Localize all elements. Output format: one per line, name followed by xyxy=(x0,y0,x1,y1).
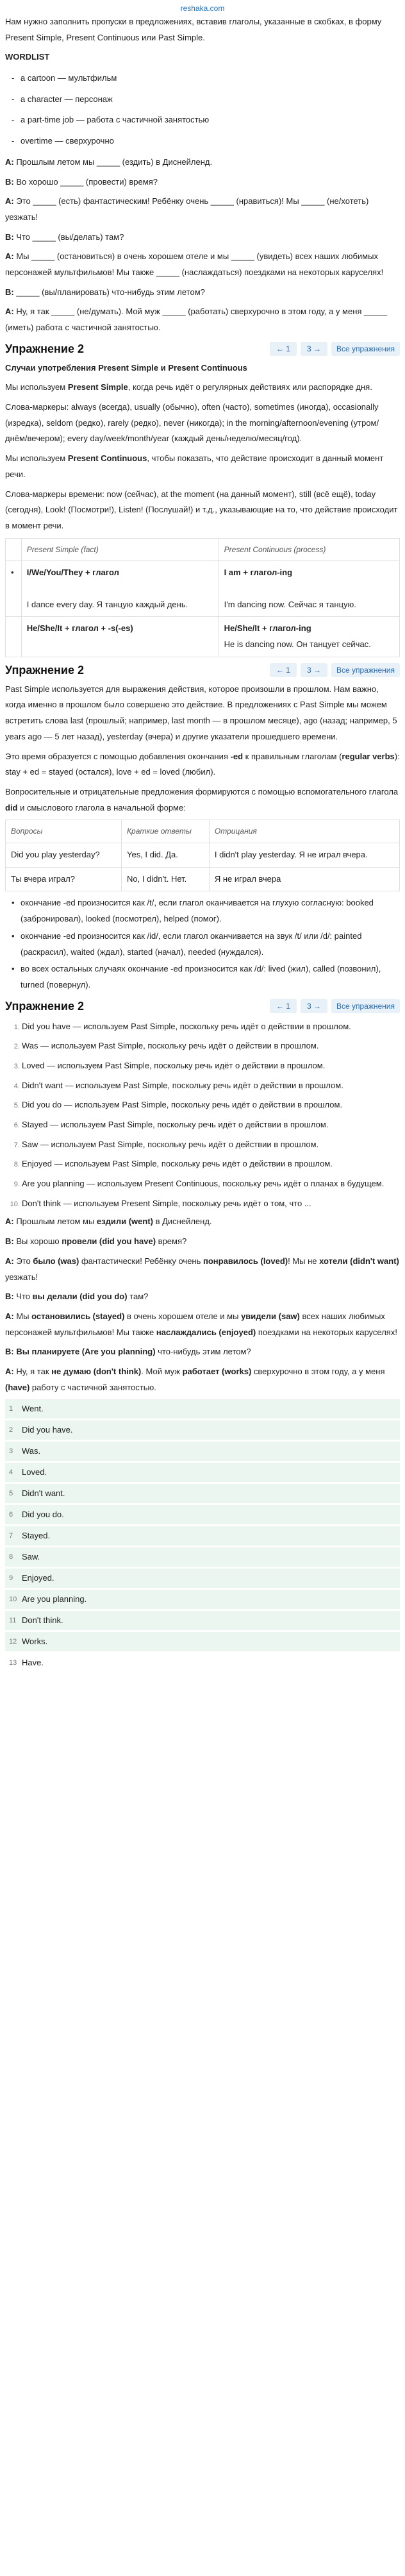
table-cell: Я не играл вчера xyxy=(209,867,399,891)
line-text: Ну, я так _____ (не/думать). Мой муж _____ (работать) сверхурочно в этом году, а у меня _____ (иметь) работа с частичной занятостью. xyxy=(5,307,388,332)
table-row xyxy=(6,617,400,657)
text: Прошлым летом мы xyxy=(13,1216,97,1227)
all-exercises-button[interactable]: Все упражнения xyxy=(331,342,400,356)
text: поездками на некоторых каруселях! xyxy=(256,1327,397,1337)
dialogue-line xyxy=(5,230,400,246)
rule-paragraph: Слова-маркеры времени: now (сейчас), at the moment (на данный момент), still (всё ещё), today (сегодня), Look! (Посмотри!), Listen! (Послушай!) и т.д., указывающие на то, что действие происходит в момент речи. xyxy=(5,489,398,530)
text: Что xyxy=(13,1292,33,1302)
answer: остановились (stayed) xyxy=(31,1311,125,1321)
text: , когда речь идёт о регулярных действиях или распорядке дня. xyxy=(128,382,372,392)
list-item: 5. Did you do — используем Past Simple, поскольку речь идёт о действии в прошлом. xyxy=(22,1096,400,1115)
list-item: 8. Enjoyed — используем Past Simple, поскольку речь идёт о действии в прошлом. xyxy=(22,1155,400,1174)
section-title: Упражнение 2 xyxy=(5,342,84,355)
speaker-label: B: xyxy=(5,287,14,297)
speaker-label: B: xyxy=(5,232,14,242)
answer: понравилось (loved) xyxy=(203,1256,288,1266)
did-table xyxy=(5,820,400,891)
line-text: _____ (вы/планировать) что-нибудь этим летом? xyxy=(13,287,205,297)
speaker-label: B: xyxy=(5,176,14,187)
table-header: Present Simple (fact) xyxy=(21,538,219,561)
wordlist-item: - overtime — сверхурочно xyxy=(12,133,400,149)
list-item: 9. Are you planning — используем Present Continuous, поскольку речь идёт о планах в будущем. xyxy=(22,1175,400,1193)
speaker-label: A: xyxy=(5,251,14,262)
cell-text: I am + глагол-ing xyxy=(224,568,293,578)
table-cell xyxy=(219,561,399,617)
cell-text: I/We/You/They + глагол xyxy=(26,568,119,578)
speaker-label: A: xyxy=(5,196,14,206)
table-header: Вопросы xyxy=(6,820,122,843)
table-cell xyxy=(6,538,22,561)
answer-item: Works. xyxy=(5,1632,400,1651)
table-cell xyxy=(21,617,219,657)
text: работу с частичной занятостью. xyxy=(29,1382,156,1392)
text: Мы xyxy=(13,1311,32,1321)
wordlist xyxy=(5,71,400,149)
list-item: 7. Saw — используем Past Simple, поскольку речь идёт о действии в прошлом. xyxy=(22,1136,400,1154)
text: что-нибудь этим летом? xyxy=(155,1347,251,1357)
wordlist-item: - a cartoon — мультфильм xyxy=(12,71,400,87)
text: в Диснейленд. xyxy=(153,1216,212,1227)
intro-text: Нам нужно заполнить пропуски в предложениях, вставив глаголы, указанные в скобках, в форму Present Simple, Present Continuous или Past Simple. xyxy=(5,17,382,42)
wordlist-item: - a part-time job — работа с частичной занятостью xyxy=(12,112,400,128)
explanations-section xyxy=(5,1018,400,1681)
table-cell: • xyxy=(6,561,22,617)
speaker-label: A: xyxy=(5,156,14,167)
text: Мы используем xyxy=(5,382,68,392)
all-exercises-button[interactable]: Все упражнения xyxy=(331,663,400,677)
cell-text: He is dancing now. Он танцует сейчас. xyxy=(224,639,371,650)
cell-text: He/She/It + глагол + -s(-es) xyxy=(26,623,133,634)
text: ): stay + ed = stayed (остался), love + ed = loved (любил). xyxy=(5,751,400,777)
pager xyxy=(270,663,400,677)
dialogue-line xyxy=(5,1214,400,1230)
list-item: 3. Loved — используем Past Simple, поскольку речь идёт о действии в прошлом. xyxy=(22,1057,400,1075)
term: did xyxy=(5,802,18,812)
answer-item: Did you do. xyxy=(5,1505,400,1524)
table-cell: No, I didn't. Нет. xyxy=(121,867,209,891)
text: . Мой муж xyxy=(141,1366,183,1376)
prev-button[interactable]: ← 1 xyxy=(270,999,297,1013)
speaker-label: A: xyxy=(5,1311,14,1321)
next-button[interactable]: 3 → xyxy=(301,342,327,356)
answer-item: Didn't want. xyxy=(5,1484,400,1503)
answer-item: Stayed. xyxy=(5,1526,400,1545)
text: Ну, я так xyxy=(13,1366,52,1376)
past-simple-section xyxy=(5,682,400,993)
rule-paragraph xyxy=(5,380,400,396)
speaker-label: A: xyxy=(5,1256,14,1266)
all-exercises-button[interactable]: Все упражнения xyxy=(331,999,400,1013)
dialogue-line xyxy=(5,304,400,335)
explanations-list xyxy=(5,1018,400,1213)
tense-table xyxy=(5,538,400,657)
prev-button[interactable]: ← 1 xyxy=(270,342,297,356)
answer: было (was) xyxy=(33,1256,79,1266)
rule-paragraph xyxy=(5,749,400,780)
table-header: Краткие ответы xyxy=(121,820,209,843)
list-item: • окончание -ed произносится как /id/, если глагол оканчивается на звук /t/ или /d/: painted (раскрасил), waited (ждал), started (начал), needed (нуждался). xyxy=(10,929,400,960)
table-row xyxy=(6,820,400,843)
table-cell: Did you play yesterday? xyxy=(6,843,122,868)
table-cell: Ты вчера играл? xyxy=(6,867,122,891)
answer: ездили (went) xyxy=(96,1216,153,1227)
task-dialogue xyxy=(5,155,400,336)
rule-paragraph xyxy=(5,451,400,482)
prev-button[interactable]: ← 1 xyxy=(270,663,297,677)
section-title: Упражнение 2 xyxy=(5,663,84,677)
list-item: 2. Was — используем Past Simple, поскольку речь идёт о действии в прошлом. xyxy=(22,1037,400,1056)
dialogue-line xyxy=(5,249,400,280)
list-item: 4. Didn't want — используем Past Simple, поскольку речь идёт о действии в прошлом. xyxy=(22,1077,400,1095)
answer: (have) xyxy=(5,1382,30,1392)
cell-text: I'm dancing now. Сейчас я танцую. xyxy=(224,599,356,609)
cell-text: I dance every day. Я танцую каждый день. xyxy=(26,599,188,609)
answer-item: Are you planning. xyxy=(5,1590,400,1609)
next-button[interactable]: 3 → xyxy=(301,663,327,677)
answer-item: Loved. xyxy=(5,1463,400,1482)
task-section xyxy=(5,14,400,336)
answer: вы делали (did you do) xyxy=(32,1292,128,1302)
speaker-label: B: xyxy=(5,1347,14,1357)
section-title: Упражнение 2 xyxy=(5,999,84,1013)
table-cell xyxy=(21,561,219,617)
rule-section xyxy=(5,360,400,657)
wordlist-title: WORDLIST xyxy=(5,52,50,62)
term: Present Continuous xyxy=(67,453,147,464)
term: -ed xyxy=(230,751,244,761)
term: Present Simple xyxy=(67,382,128,392)
text: в очень хорошем отеле и мы xyxy=(124,1311,242,1321)
answer: не думаю (don't think) xyxy=(51,1366,142,1376)
line-text: Прошлым летом мы _____ (ездить) в Диснейленд. xyxy=(13,156,213,167)
next-button[interactable]: 3 → xyxy=(301,999,327,1013)
spacer xyxy=(5,1674,400,1681)
text: Это время образуется с помощью добавления окончания xyxy=(5,751,231,761)
list-item: 1. Did you have — используем Past Simple, поскольку речь идёт о действии в прошлом. xyxy=(22,1018,400,1036)
answer: наслаждались (enjoyed) xyxy=(156,1327,256,1337)
speaker-label: B: xyxy=(5,1236,14,1247)
cell-text: He/She/It + глагол-ing xyxy=(224,623,311,634)
answer-item: Enjoyed. xyxy=(5,1569,400,1588)
speaker-label: A: xyxy=(5,1366,14,1376)
text: Мы используем xyxy=(5,453,68,464)
table-header: Present Continuous (process) xyxy=(219,538,399,561)
term: regular verbs xyxy=(342,751,395,761)
text: там? xyxy=(127,1292,149,1302)
text: , чтобы показать, что действие происходит в данный момент речи. xyxy=(5,453,384,479)
text: ! Мы не xyxy=(288,1256,320,1266)
speaker-label: A: xyxy=(5,1216,14,1227)
table-row xyxy=(6,538,400,561)
dialogue-line xyxy=(5,1254,400,1285)
table-row xyxy=(6,867,400,891)
speaker-label: B: xyxy=(5,1292,14,1302)
line-text: Мы _____ (остановиться) в очень хорошем отеле и мы _____ (увидеть) всех наших любимых персонажей мультфильмов! Мы также _____ (наслаждаться) поездками на некоторых каруселях! xyxy=(5,251,384,277)
translated-dialogue xyxy=(5,1214,400,1395)
text: время? xyxy=(156,1236,187,1247)
pager xyxy=(270,999,400,1013)
answer: провели (did you have) xyxy=(62,1236,156,1247)
table-cell: Yes, I did. Да. xyxy=(121,843,209,868)
table-header: Отрицания xyxy=(209,820,399,843)
line-text: Это _____ (есть) фантастическим! Ребёнку очень _____ (нравиться)! Мы _____ (не/хотеть) уезжать! xyxy=(5,196,369,222)
dialogue-line xyxy=(5,1289,400,1305)
dialogue-line xyxy=(5,1309,400,1340)
text: фантастически! Ребёнку очень xyxy=(79,1256,203,1266)
section-header xyxy=(5,340,400,358)
answer: работает (works) xyxy=(182,1366,252,1376)
endings-list xyxy=(5,895,400,993)
pager xyxy=(270,342,400,356)
text: к правильным глаголам ( xyxy=(243,751,342,761)
answer-item: Did you have. xyxy=(5,1420,400,1440)
answer: увидели (saw) xyxy=(241,1311,300,1321)
table-cell xyxy=(219,617,399,657)
rule-paragraph xyxy=(5,784,400,816)
text: и смыслового глагола в начальной форме: xyxy=(17,802,186,812)
dialogue-line xyxy=(5,1234,400,1250)
answer-item: Don't think. xyxy=(5,1611,400,1630)
rule-paragraph: Слова-маркеры: always (всегда), usually (обычно), often (часто), sometimes (иногда), occasionally (изредка), seldom (редко), rarely (редко), never (никогда); in the morning/afternoon/evening (утром/днём/вечером); every day/week/month/year (каждый день/неделю/месяц/год). xyxy=(5,402,379,444)
list-item: 6. Stayed — используем Past Simple, поскольку речь идёт о действии в прошлом. xyxy=(22,1116,400,1134)
line-text: Что _____ (вы/делать) там? xyxy=(13,232,124,242)
wordlist-item: - a character — персонаж xyxy=(12,92,400,108)
answer-item: Saw. xyxy=(5,1547,400,1567)
section-header xyxy=(5,997,400,1015)
line-text: Во хорошо _____ (провести) время? xyxy=(13,176,158,187)
table-cell: I didn't play yesterday. Я не играл вчера. xyxy=(209,843,399,868)
rule-title-text: Случаи употребления Present Simple и Present Continuous xyxy=(5,362,247,373)
answer-item: Have. xyxy=(22,1658,44,1668)
dialogue-line xyxy=(5,1344,400,1360)
text: всех наших любимых персонажей мультфильмов! Мы также xyxy=(5,1311,385,1337)
rule-title xyxy=(5,360,400,376)
answer-item: Went. xyxy=(5,1399,400,1418)
list-item: 10. Don't think — используем Present Simple, поскольку речь идёт о том, что ... xyxy=(22,1195,400,1213)
dialogue-line xyxy=(5,194,400,225)
text: уезжать! xyxy=(5,1272,38,1282)
table-row xyxy=(6,843,400,868)
speaker-label: A: xyxy=(5,307,14,317)
table-cell xyxy=(6,617,22,657)
list-item: • во всех остальных случаях окончание -ed произносится как /d/: lived (жил), called (позвонил), turned (повернул). xyxy=(10,961,400,993)
answer: Вы планируете (Are you planning) xyxy=(16,1347,156,1357)
dialogue-line xyxy=(5,155,400,171)
rule-paragraph: Past Simple используется для выражения действия, которое произошли в прошлом. Нам важно, когда именно в прошлом было совершено это действие. В предложениях с Past Simple мы можем встретить слова last (прошлый; например, last month — в прошлом месяце), ago (назад; например, 5 years ago — 5 лет назад), yesterday (вчера) и другие указатели прошедшего времени. xyxy=(5,684,397,741)
text: Это xyxy=(13,1256,33,1266)
final-answers-list xyxy=(5,1399,400,1672)
answer: хотели (didn't want) xyxy=(319,1256,399,1266)
answer-item: Was. xyxy=(5,1442,400,1461)
text: Вы хорошо xyxy=(13,1236,62,1247)
table-row xyxy=(6,561,400,617)
site-watermark-top[interactable]: reshaka.com xyxy=(180,4,225,13)
dialogue-line xyxy=(5,174,400,190)
dialogue-line xyxy=(5,1364,400,1395)
dialogue-line xyxy=(5,285,400,301)
list-item: • окончание -ed произносится как /t/, если глагол оканчивается на глухую согласную: booked (забронировал), looked (посмотрел), helped (помог). xyxy=(10,895,400,927)
text: сверхурочно в этом году, а у меня xyxy=(251,1366,385,1376)
section-header xyxy=(5,661,400,679)
text: Вопросительные и отрицательные предложения формируются с помощью вспомогательного глагола xyxy=(5,786,399,796)
